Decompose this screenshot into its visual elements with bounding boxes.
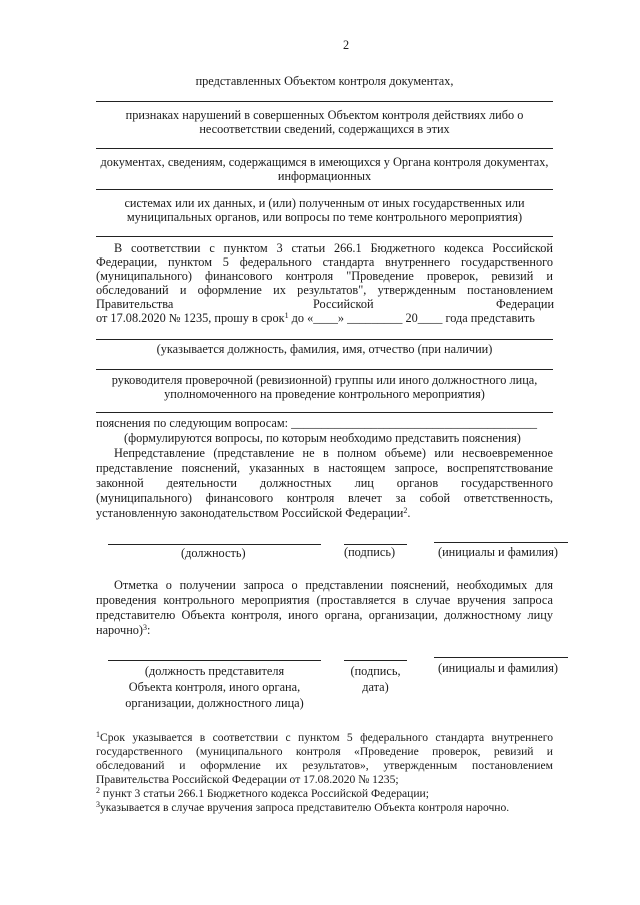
- deadline-text: от 17.08.2020 № 1235, прошу в срок: [96, 311, 285, 325]
- caption-person: (указывается должность, фамилия, имя, отчество (при наличии): [156, 342, 493, 356]
- caption-leader: руководителя проверочной (ревизионной) группы или иного должностного лица,: [111, 373, 538, 387]
- main-paragraph-word: Российской: [313, 297, 374, 311]
- caption-line: документах, сведениям, содержащимся в имеющихся у Органа контроля документах,: [100, 155, 549, 169]
- footnote-text: указывается в случае вручения запроса представителю Объекта контроля нарочно.: [100, 801, 510, 814]
- receipt-line: Отметка о получении запроса о представлении пояснений, необходимых для: [114, 578, 553, 592]
- warning-text: .: [407, 506, 411, 520]
- receipt-line: [96, 623, 150, 638]
- fill-line: [96, 189, 553, 190]
- main-paragraph-line: обследований и оформление их результатов", утвержденным постановлением: [96, 283, 553, 297]
- caption-line: системах или их данных, и (или) полученным от иных государственных или: [124, 196, 525, 210]
- footnote-text: пункт 3 статьи 266.1 Бюджетного кодекса Российской Федерации;: [100, 787, 429, 800]
- receipt-line: проведения контрольного мероприятия (проставляется в случае вручения запроса: [96, 593, 553, 607]
- footnote-1-line: Правительства Российской Федерации от 17.08.2020 № 1235;: [96, 773, 399, 786]
- page-number: 2: [343, 38, 350, 52]
- main-paragraph-line: Федерации, пунктом 5 федерального стандарта внутреннего государственного: [96, 255, 553, 269]
- questions-caption: (формулируются вопросы, по которым необходимо представить пояснения): [124, 431, 521, 445]
- caption-line: признаках нарушений в совершенных Объектом контроля действиях либо о: [125, 108, 524, 122]
- main-paragraph-line: [96, 311, 553, 326]
- initials-caption: (инициалы и фамилия): [438, 661, 558, 675]
- footnote-1-line: государственного (муниципального контроля «Проведение проверок, ревизий и: [96, 745, 553, 758]
- signature-caption: (подпись,: [350, 664, 401, 678]
- initials-caption: (инициалы и фамилия): [438, 545, 558, 559]
- main-paragraph-line: (муниципального) финансового контроля "Проведение проверок, ревизий и: [96, 269, 553, 283]
- warning-line: законной деятельности должностных лиц органов государственного: [96, 476, 553, 490]
- footnote-2: [96, 787, 429, 801]
- warning-line: [96, 506, 410, 521]
- initials-line: [434, 657, 568, 658]
- footnote-3: [96, 801, 509, 815]
- caption-line: информационных: [277, 169, 372, 183]
- fill-line: [96, 412, 553, 413]
- questions-label: пояснения по следующим вопросам: ________________________________________: [96, 416, 538, 430]
- initials-line: [434, 542, 568, 543]
- warning-text: установленную законодательством Российской Федерации: [96, 506, 404, 520]
- signature-caption: (подпись): [344, 545, 396, 559]
- fill-line: [96, 369, 553, 370]
- receipt-text: :: [147, 623, 151, 637]
- fill-line: [96, 339, 553, 340]
- main-paragraph-word: Правительства: [96, 297, 174, 311]
- fill-line: [96, 101, 553, 102]
- fill-line: [96, 148, 553, 149]
- position-caption: (должность): [181, 546, 246, 560]
- caption-line: муниципальных органов, или вопросы по теме контрольного мероприятия): [126, 210, 523, 224]
- warning-line: Непредставление (представление не в полном объеме) или несвоевременное: [114, 446, 553, 460]
- signature-caption: дата): [362, 680, 389, 694]
- footnote-1-line: обследований и оформление их результатов», утвержденным постановлением: [96, 759, 553, 772]
- warning-line: представление пояснений, указанных в настоящем запросе, воспрепятствование: [96, 461, 553, 475]
- position-caption: организации, должностного лица): [125, 696, 304, 710]
- footnote-ref: 2: [96, 786, 100, 795]
- receipt-line: представителю Объекта контроля, иного органа, организации, должностному лицу: [96, 608, 553, 622]
- fill-line: [96, 236, 553, 237]
- caption-line: представленных Объектом контроля документах,: [195, 74, 454, 88]
- main-paragraph-line: В соответствии с пунктом 3 статьи 266.1 Бюджетного кодекса Российской: [114, 241, 553, 255]
- footnote-ref: 3: [143, 623, 148, 632]
- footnote-ref: 1: [96, 730, 100, 739]
- footnote-1-line: [96, 731, 553, 745]
- signature-line: [344, 660, 407, 661]
- footnote-text: Срок указывается в соответствии с пунктом 5 федерального стандарта внутреннего: [100, 731, 553, 744]
- position-caption: Объекта контроля, иного органа,: [128, 680, 301, 694]
- position-caption: (должность представителя: [144, 664, 285, 678]
- position-line: [108, 660, 321, 661]
- receipt-text: нарочно): [96, 623, 144, 637]
- caption-line: несоответствии сведений, содержащихся в этих: [199, 122, 450, 136]
- main-paragraph-word: Федерации: [496, 297, 555, 311]
- footnote-ref: 2: [403, 506, 408, 515]
- caption-leader: уполномоченного на проведение контрольного мероприятия): [164, 387, 485, 401]
- position-line: [108, 544, 321, 545]
- footnote-ref: 1: [284, 311, 289, 320]
- footnote-ref: 3: [96, 800, 100, 809]
- warning-line: (муниципального) финансового контроля влечет за собой ответственность,: [96, 491, 553, 505]
- deadline-text: до «____» _________ 20____ года представить: [288, 311, 535, 325]
